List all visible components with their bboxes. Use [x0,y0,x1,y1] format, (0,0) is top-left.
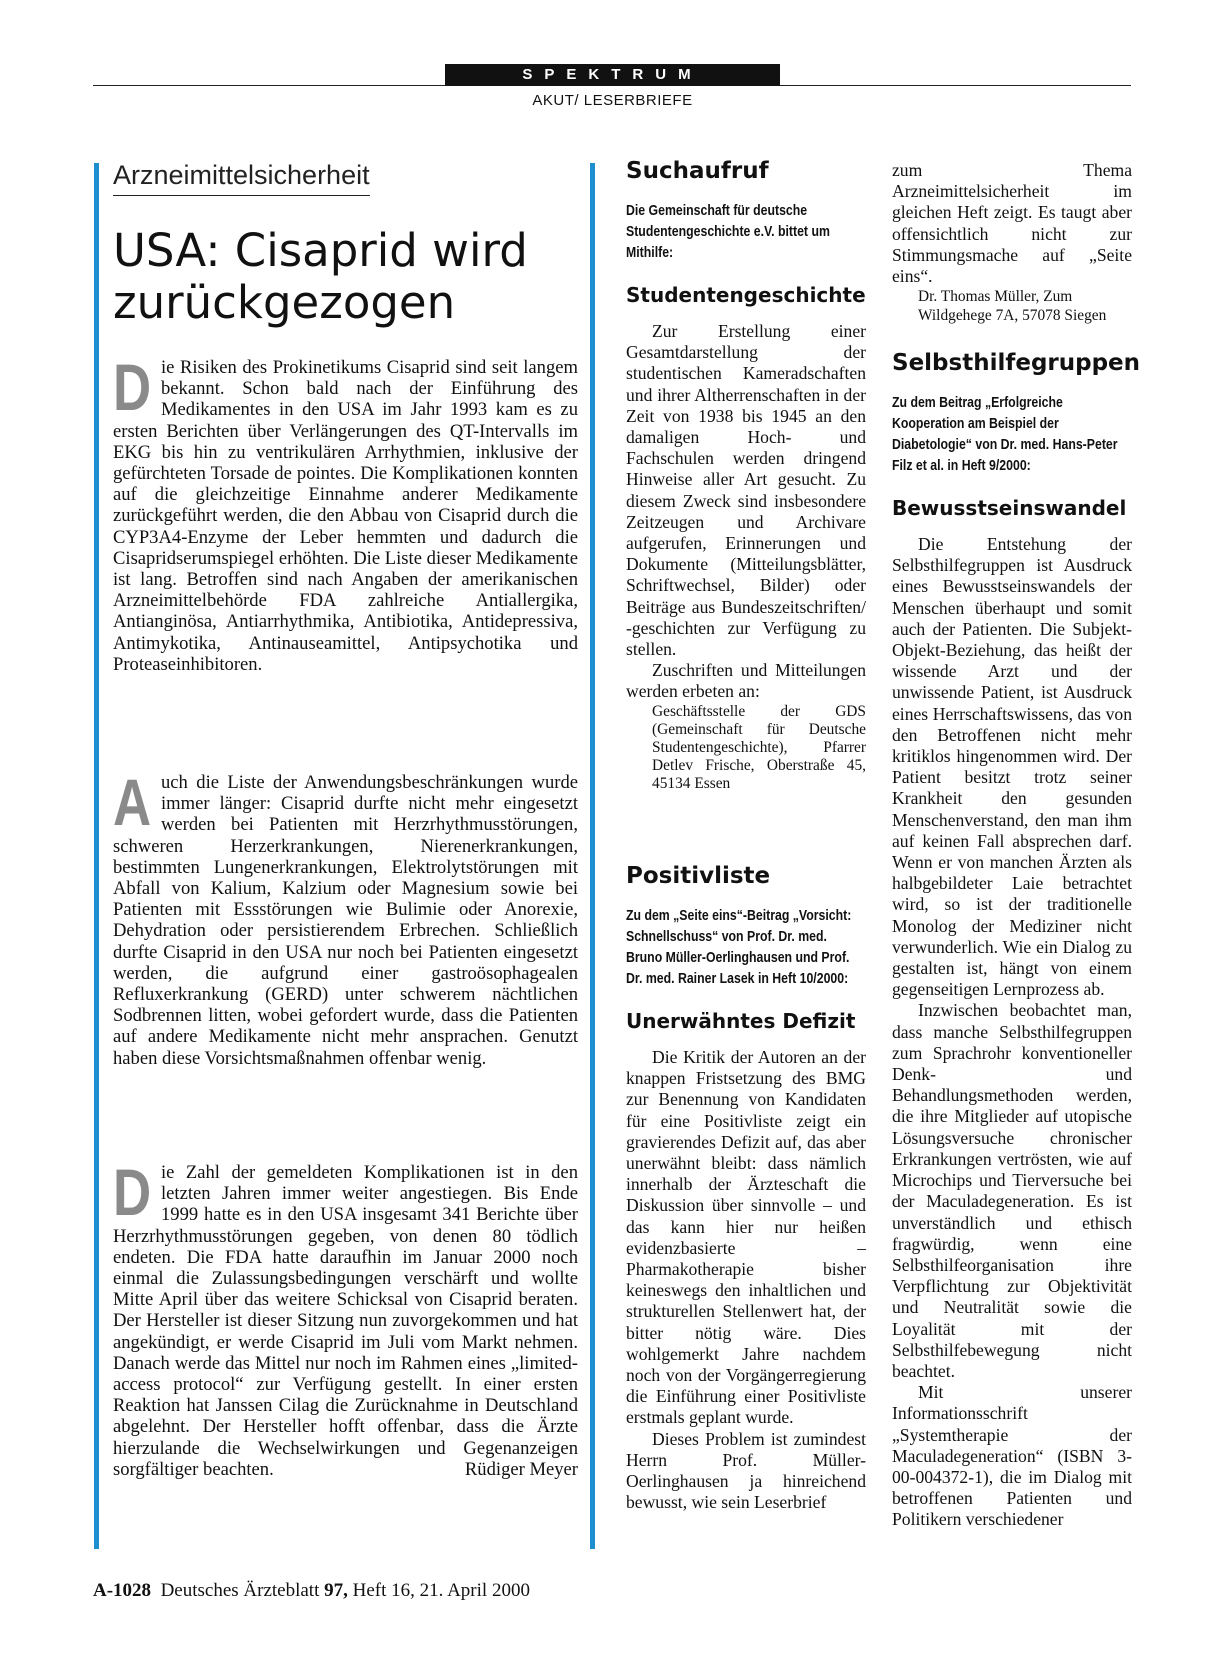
drop-cap: A [113,765,152,839]
paragraph-text: uch die Liste der Anwendungsbeschränkungen wurde immer länger: Cisaprid durfte nicht mehr eingesetzt werden bei Patienten mit Herzrhythmusstörungen, schweren Herzerkrankungen, Nierenerkrankungen, bestimmten Lungenerkrankungen, Elektrolytstörungen mit Abfall von Kalium, Kalzium oder Magnesium sowie bei Patienten mit Essstörungen wie Bulimie oder Anorexie, Dehydration oder persistierendem Erbrechen. Schließlich durfte Cisaprid in den USA nur noch bei Patienten eingesetzt werden, die aufgrund einer gastroösophagealen Refluxerkrankung (GERD) unter schwerem nächtlichen Sodbrennen litten, wobei gefordert wurde, dass die Patienten auf andere Medikamente nicht mehr ansprachen. Genutzt haben diese Vorsichtsmaßnahmen offenbar wenig. [113,772,578,1069]
section-heading: Positivliste [626,863,771,889]
paragraph-text: ie Risiken des Prokinetikums Cisaprid sind seit langem bekannt. Schon bald nach der Einführung des Medikamentes in den USA im Jahr 1993 kam es zu ersten Berichten über Verlängerungen des QT-Intervalls im EKG bis hin zu ventrikulären Arrhythmien, inklusive der gefürchteten Torsade de pointes. Die Komplikationen konnten auf die gleichzeitige Einnahme anderer Medikamente zurückgeführt werden, die den Abbau von Cisaprid durch die CYP3A4-Enzyme der Leber hemmten und dadurch die Cisapridserumspiegel erhöhten. Die Liste dieser Medikamente ist lang. Betroffen sind nach Angaben der amerikanischen Arzneimittelbehörde FDA zahlreiche Antiallergika, Antianginösa, Antiarrhythmika, Antibiotika, Antidepressiva, Antimykotika, Antinauseamittel, Antipsychotika und Proteaseinhibitoren. [113,357,578,675]
paragraph-text: ie Zahl der gemeldeten Komplikationen ist in den letzten Jahren immer weiter angestiegen. Bis Ende 1999 hatte es in den USA insgesamt 341 Berichte über Herzrhythmusstörungen gegeben, von denen 80 tödlich endeten. Die FDA hatte daraufhin im Januar 2000 noch einmal die Zulassungsbedingungen verschärft und wollte Mitte April über das weitere Schicksal von Cisaprid beraten. Der Hersteller ist dieser Sitzung nun zuvorgekommen und hat angekündigt, er werde Cisaprid im Juli vom Markt nehmen. Danach werde das Mittel nur noch im Rahmen eines „limited-access protocol“ zur Verfügung gestellt. In einer ersten Reaktion hat Janssen Cilag die Zurücknahme in Deutschland abgelehnt. Der Hersteller hofft offenbar, dass die Ärzte hierzulande die Wechselwirkungen und Gegenanzeigen sorgfältiger beachten. [113,1162,578,1480]
section-intro: Zu dem „Seite eins“-Beitrag „Vorsicht: Schnellschuss“ von Prof. Dr. med. Bruno Müller-Oerlinghausen und Prof. Dr. med. Rainer Lasek in Heft 10/2000: [626,907,852,987]
accent-bar-left [94,163,99,1549]
selbsthilfe-section [892,350,1141,1531]
section-paragraph: zum Thema Arzneimittelsicherheit im gleichen Heft zeigt. Es taugt aber offensichtlich nicht zur Stimmungsmache auf „Seite eins“. [892,160,1132,287]
suchaufruf-section [626,158,866,793]
section-subheading: Unerwähntes Defizit [626,1009,856,1033]
section-paragraph: Zur Erstellung einer Gesamtdarstellung der studentischen Kameradschaften und ihrer Altherrenschaften in der Zeit von 1938 bis 1945 an den damaligen Hoch- und Fachschulen werden dringend Hinweise aller Art gesucht. Zu diesem Zweck sind insbesondere Zeitzeugen und Archivare aufgerufen, Erinnerungen und Dokumente (Mitteilungsblätter, Schriftwechsel, Bilder) oder Beiträge aus Bundeszeitschriften/ -geschichten zur Verfügung zu stellen. [626,321,866,660]
section-paragraph: Inzwischen beobachtet man, dass manche Selbsthilfegruppen zum Sprachrohr konventioneller Denk- und Behandlungsmethoden werden, die ihre Mitglieder auf utopische Lösungsversuche chronischer Erkrankungen vertrösten, wie auf Microchips und Tierversuche bei der Maculadegeneration. Es ist unverständlich und ethisch fragwürdig, wenn eine Selbsthilfeorganisation ihre Verpflichtung zur Objektivität und Neutralität sowie die Loyalität mit der Selbsthilfebewegung nicht beachtet. [892,1000,1132,1381]
journal-name: Deutsches Ärzteblatt [160,1580,320,1601]
journal-volume: 97, [324,1580,348,1601]
letter-signature: Dr. Thomas Müller, Zum Wildgehege 7A, 57078 Siegen [918,288,1107,325]
article-title: USA: Cisaprid wird zurückgezogen [113,224,528,329]
article-paragraph-3 [113,1155,578,1481]
accent-bar-middle [590,163,595,1549]
section-paragraph: Die Kritik der Autoren an der knappen Fristsetzung des BMG zur Benennung von Kandidaten für eine Positivliste zeigt ein gravierendes Defizit auf, das aber unerwähnt bleibt: dass nämlich innerhalb der Ärzteschaft die Diskussion über sinnvolle – und das kann hier nur heißen evidenzbasierte – Pharmakotherapie bisher keineswegs den inhaltlichen und strukturellen Stellenwert hat, der bitter nötig wäre. Dies wohlgemerkt Jahre nachdem noch von der Vorgängerregierung die Einführung einer Positivliste erstmals geplant wurde. [626,1047,866,1428]
positivliste-continued [892,160,1132,325]
subsection-label: AKUT/ LESERBRIEFE [532,92,693,109]
article-kicker: Arzneimittelsicherheit [113,160,370,196]
contact-address: Geschäftsstelle der GDS (Gemeinschaft für Deutsche Studentengeschichte), Pfarrer Detlev Frische, Oberstraße 45, 45134 Essen [652,702,866,792]
section-heading: Suchaufruf [626,158,769,184]
positivliste-section [626,863,866,1513]
section-intro: Die Gemeinschaft für deutsche Studentengeschichte e.V. bittet um Mithilfe: [626,202,830,261]
section-label: SPEKTRUM [445,64,780,86]
section-paragraph: Mit unserer Informationsschrift „Systemtherapie der Maculadegeneration“ (ISBN 3-00-004372-1), die im Dialog mit betroffenen Patienten und Politikern verschiedener [892,1382,1132,1530]
article-paragraph-1 [113,350,578,675]
section-paragraph: Zuschriften und Mitteilungen werden erbeten an: [626,660,866,702]
journal-issue: Heft 16, 21. April 2000 [352,1580,530,1601]
section-heading: Selbsthilfegruppen [892,350,1141,376]
section-intro: Zu dem Beitrag „Erfolgreiche Kooperation am Beispiel der Diabetologie“ von Dr. med. Hans-Peter Filz et al. in Heft 9/2000: [892,394,1118,474]
drop-cap: D [113,1155,152,1229]
section-paragraph: Dieses Problem ist zumindest Herrn Prof. Müller-Oerlinghausen ja hinreichend bewusst, wie sein Leserbrief [626,1428,866,1513]
section-subheading: Studentengeschichte [626,283,866,307]
section-subheading: Bewusstseinswandel [892,496,1127,520]
section-paragraph: Die Entstehung der Selbsthilfegruppen ist Ausdruck eines Bewusstseinswandels der Menschen überhaupt und somit auch der Patienten. Die Subjekt-Objekt-Beziehung, das heißt der wissende Arzt und der unwissende Patient, ist Ausdruck eines Herrschaftswissens, das von den Betroffenen nicht mehr kritiklos hingenommen wird. Der Patient besitzt trotz seiner Krankheit den gesunden Menschenverstand, den man ihm auf keinen Fall absprechen darf. Wenn er von manchen Ärzten als halbgebildeter Laie betrachtet wird, so ist der traditionelle Monolog der Mediziner nicht verwunderlich. Wie ein Dialog zu gestalten ist, hängt von einem gegenseitigen Lernprozess ab. [892,534,1132,1000]
article-author: Rüdiger Meyer [464,1459,578,1481]
article-paragraph-2 [113,765,578,1069]
page-number: A-1028 [93,1580,152,1601]
page-footer [93,1580,530,1602]
drop-cap: D [113,350,152,424]
